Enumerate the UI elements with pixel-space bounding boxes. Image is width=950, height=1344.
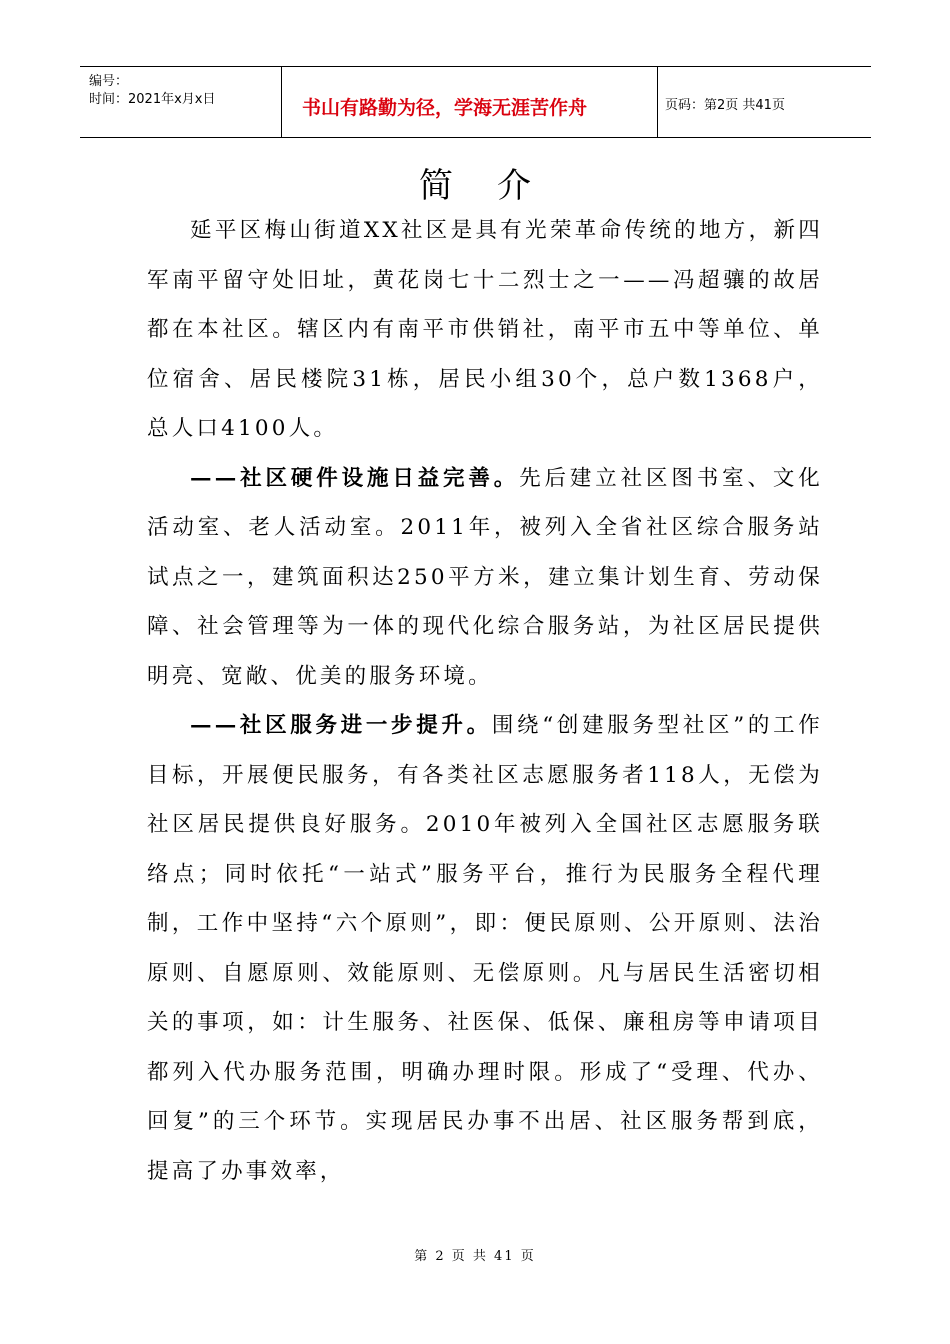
page-footer: 第 2 页 共 41 页: [414, 1249, 536, 1264]
header-meta: [80, 67, 282, 137]
paragraph-text: 围绕“创建服务型社区”的工作目标，开展便民服务，有各类社区志愿服务者118人，无偿为社区居民提供良好服务。2010年被列入全国社区志愿服务联络点；同时依托“一站式”服务平台，推行为民服务全程代理制，工作中坚持“六个原则”，即：便民原则、公开原则、法治原则、自愿原则、效能原则、无偿原则。凡与居民生活密切相关的事项，如：计生服务、社医保、低保、廉租房等申请项目都列入代办服务范围，明确办理时限。形成了“受理、代办、回复”的三个环节。实现居民办事不出居、社区服务帮到底，提高了办事效率，: [147, 713, 823, 1184]
motto-text: 书山有路勤为径，学海无涯苦作舟: [302, 97, 588, 119]
paragraph-intro: [147, 206, 823, 454]
paragraph-text: 先后建立社区图书室、文化活动室、老人活动室。2011年，被列入全省社区综合服务站试点之一，建筑面积达250平方米，建立集计划生育、劳动保障、社会管理等为一体的现代化综合服务站，为社区居民提供明亮、宽敞、优美的服务环境。: [147, 465, 823, 689]
paragraph-services: [147, 701, 823, 1196]
paragraph-lead: ——社区硬件设施日益完善。: [190, 465, 520, 491]
number-label: 编号：: [89, 74, 129, 89]
header-motto-cell: [282, 67, 658, 137]
document-body: [147, 206, 823, 1196]
time-label: 时间：2021年x月x日: [89, 92, 216, 107]
page-header: [80, 66, 871, 138]
paragraph-text: 延平区梅山街道XX社区是具有光荣革命传统的地方，新四军南平留守处旧址，黄花岗七十二烈士之一——冯超骧的故居都在本社区。辖区内有南平市供销社，南平市五中等单位、单位宿舍、居民楼院31栋，居民小组30个，总户数1368户，总人口4100人。: [147, 218, 823, 441]
paragraph-lead: ——社区服务进一步提升。: [190, 713, 492, 738]
page-title: 简介: [419, 166, 575, 206]
paragraph-facilities: [147, 454, 823, 702]
page-info: 页码：第2页 共41页: [665, 98, 785, 113]
